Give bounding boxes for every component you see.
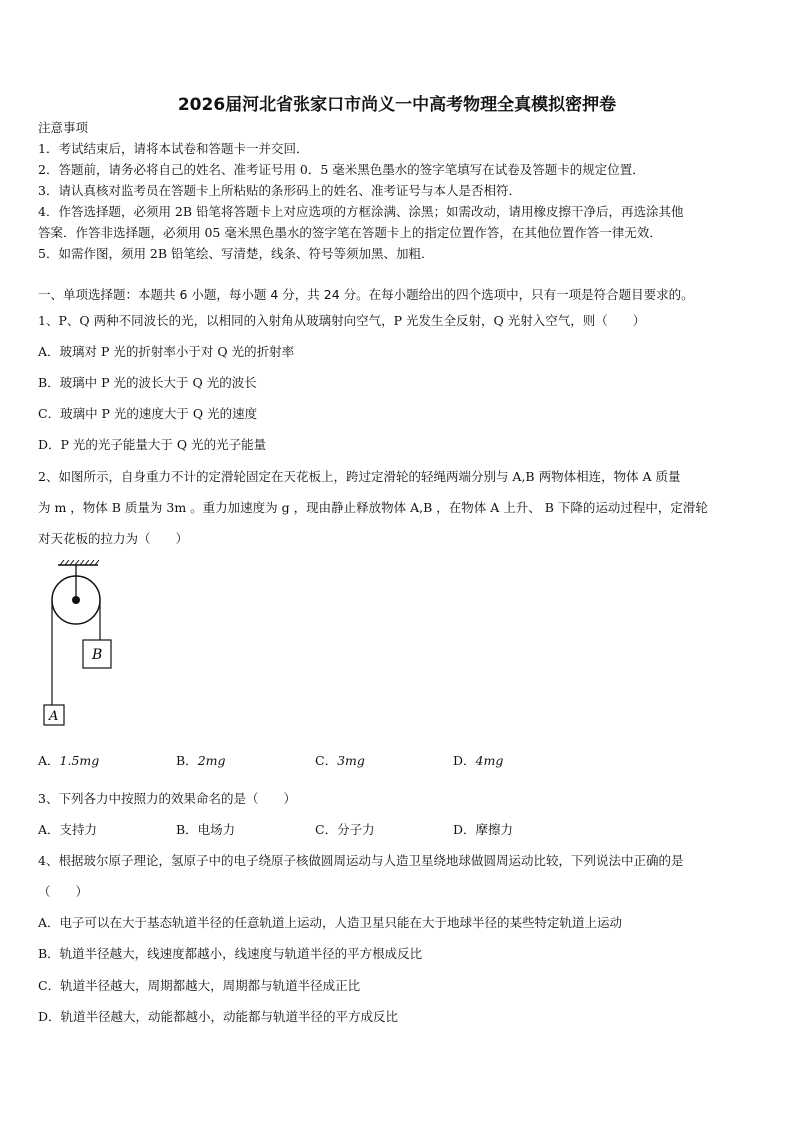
question-1-option-a: A．玻璃对 P 光的折射率小于对 Q 光的折射率 [38,344,295,359]
question-4-option-a: A．电子可以在大于基态轨道半径的任意轨道上运动，人造卫星只能在大于地球半径的某些特定轨道上运动 [38,915,623,930]
pulley-diagram [40,560,120,730]
block-a-label: A [49,709,59,724]
question-1-option-b: B．玻璃中 P 光的波长大于 Q 光的波长 [38,375,257,390]
notice-item: 5．如需作图，须用 2B 铅笔绘、写清楚，线条、符号等须加黑、加粗． [38,246,434,261]
question-2-option-b: B．2mg [176,753,226,768]
question-3-option-a: A．支持力 [38,822,98,837]
question-3-option-c: C．分子力 [315,822,375,837]
question-4-option-c: C．轨道半径越大，周期都越大，周期都与轨道半径成正比 [38,978,361,993]
question-1-option-d: D．P 光的光子能量大于 Q 光的光子能量 [38,437,267,452]
notice-item: 1．考试结束后，请将本试卷和答题卡一并交回． [38,141,309,156]
question-4-stem-line: （ ） [38,884,89,899]
section-heading: 一、单项选择题：本题共 6 小题，每小题 4 分，共 24 分。在每小题给出的四个选项中，只有一项是符合题目要求的。 [38,287,694,302]
pulley-axle [72,596,80,604]
question-4-option-b: B．轨道半径越大，线速度都越小，线速度与轨道半径的平方根成反比 [38,946,423,961]
notice-item: 2．答题前，请务必将自己的姓名、准考证号用 0．5 毫米黑色墨水的签字笔填写在试卷及答题卡的规定位置． [38,162,645,177]
notice-item: 3．请认真核对监考员在答题卡上所粘贴的条形码上的姓名、准考证号与本人是否相符． [38,183,521,198]
notice-item: 答案．作答非选择题，必须用 05 毫米黑色墨水的签字笔在答题卡上的指定位置作答，在其他位置作答一律无效． [38,225,662,240]
notice-item: 4．作答选择题，必须用 2B 铅笔将答题卡上对应选项的方框涂满、涂黑；如需改动，请用橡皮擦干净后，再选涂其他 [38,204,684,219]
question-4-stem-line: 4、根据玻尔原子理论，氢原子中的电子绕原子核做圆周运动与人造卫星绕地球做圆周运动比较，下列说法中正确的是 [38,853,684,868]
question-3-option-d: D．摩擦力 [453,822,514,837]
question-1-stem: 1、P、Q 两种不同波长的光，以相同的入射角从玻璃射向空气，P 光发生全反射，Q 光射入空气，则（ ） [38,313,646,328]
block-b-label: B [92,647,103,663]
question-2-option-a: A．1.5mg [38,753,100,768]
question-2-option-c: C．3mg [315,753,365,768]
question-2-stem-line: 对天花板的拉力为（ ） [38,531,189,546]
question-3-option-b: B．电场力 [176,822,236,837]
notice-heading: 注意事项 [38,120,89,135]
page-title: 2026届河北省张家口市尚义一中高考物理全真模拟密押卷 [177,95,617,115]
question-2-stem-line: 2、如图所示，自身重力不计的定滑轮固定在天花板上，跨过定滑轮的轻绳两端分别与 A,B 两物体相连，物体 A 质量 [38,469,681,484]
question-3-stem: 3、下列各力中按照力的效果命名的是（ ） [38,791,296,806]
question-1-option-c: C．玻璃中 P 光的速度大于 Q 光的速度 [38,406,258,421]
question-2-stem-line: 为 m ，物体 B 质量为 3m 。重力加速度为 g ，现由静止释放物体 A,B ，在物体 A 上升、 B 下降的运动过程中，定滑轮 [38,500,708,515]
question-4-option-d: D．轨道半径越大，动能都越小，动能都与轨道半径的平方成反比 [38,1009,399,1024]
question-2-option-d: D．4mg [453,753,504,768]
